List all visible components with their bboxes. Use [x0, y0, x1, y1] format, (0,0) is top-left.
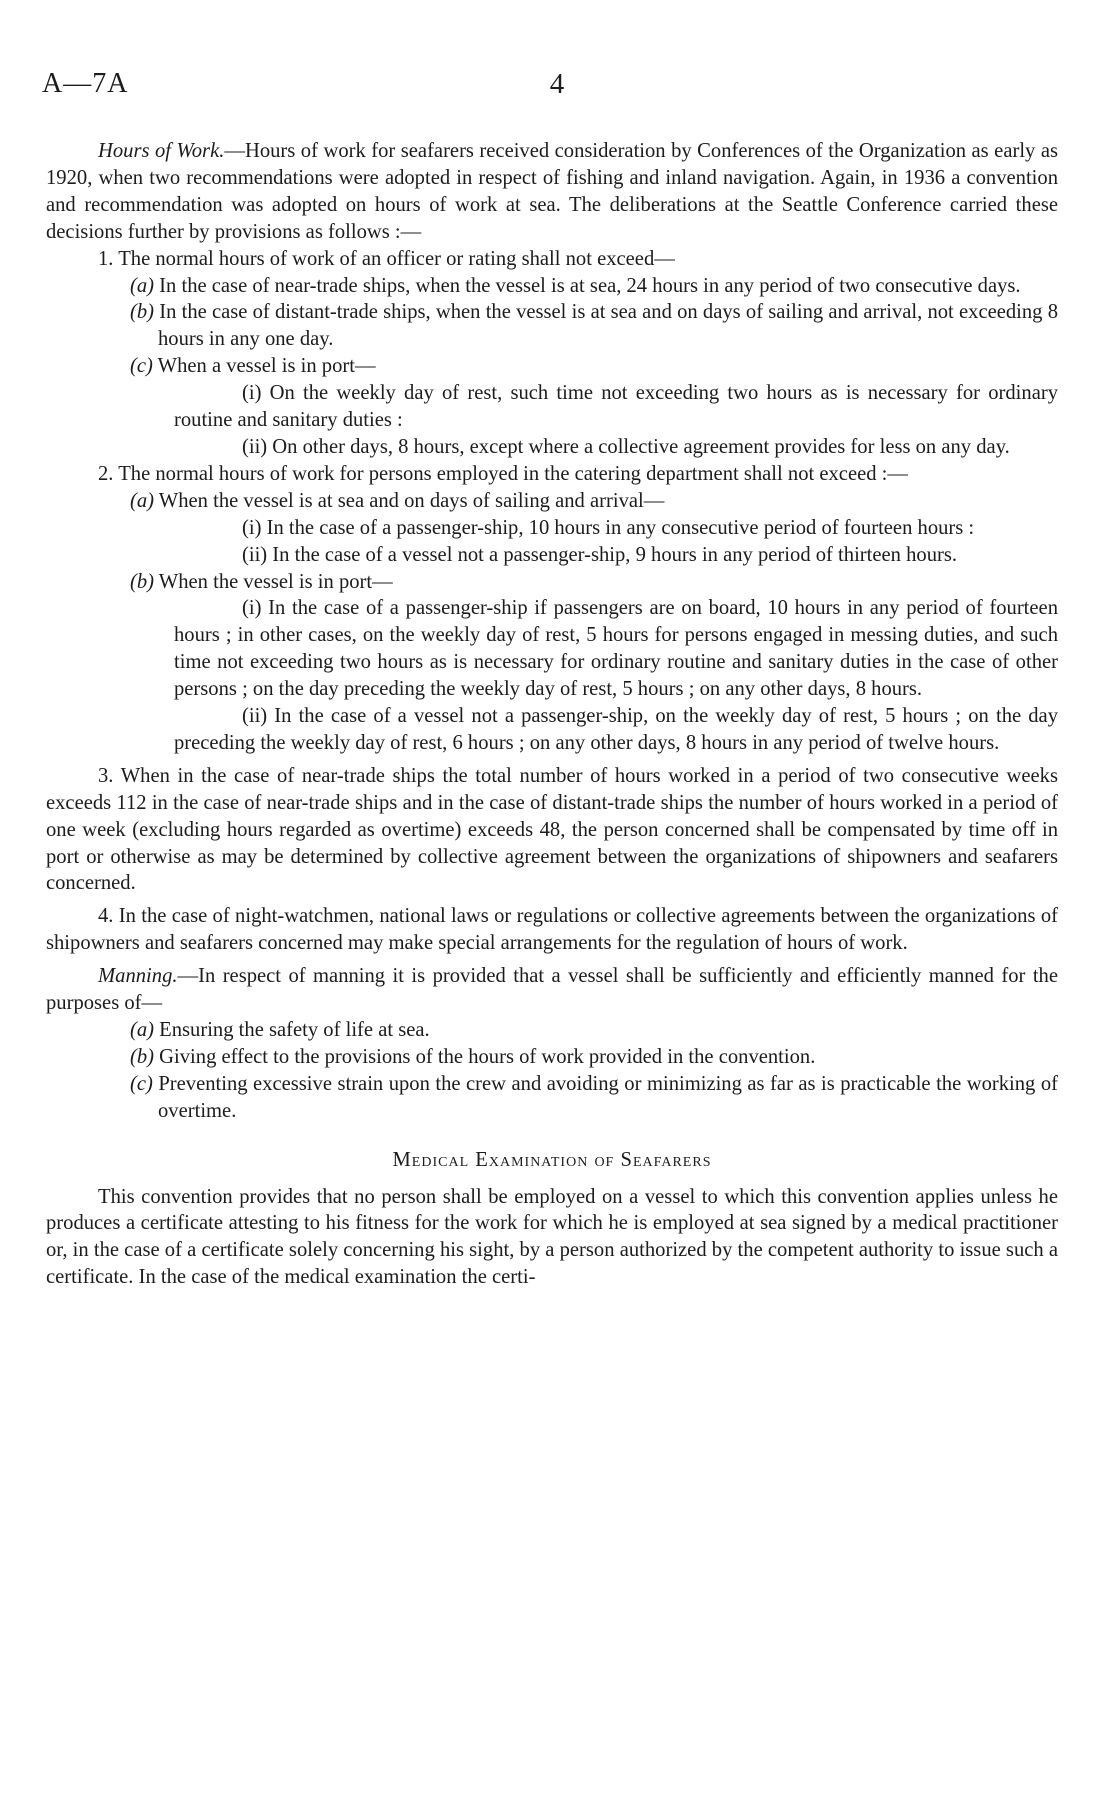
manning-item-c: (c) Preventing excessive strain upon the crew and avoiding or minimizing as far as is practicable the working of overtime.: [130, 1072, 1058, 1122]
manning-paragraph: Manning.—In respect of manning it is provided that a vessel shall be sufficiently and efficiently manned for the purposes of—: [46, 965, 1058, 1015]
hours-intro-text: —Hours of work for seafarers received consideration by Conferences of the Organization as early as 1920, when two recommendations were adopted in respect of fishing and inland navigation. Again, in 1936 a convention and recommendation was adopted on hours of work at sea. The deliberations at the Seattle Conference carried these decisions further by provisions as follows :—: [46, 140, 1058, 243]
hours-clause-1a: (a) In the case of near-trade ships, when the vessel is at sea, 24 hours in any period of two consecutive days.: [130, 274, 1021, 297]
page-header: [0, 68, 1114, 108]
hours-clause-1: 1. The normal hours of work of an officer or rating shall not exceed—: [98, 247, 675, 270]
hours-intro-paragraph: [46, 138, 1058, 246]
manning-item-b: (b) Giving effect to the provisions of the hours of work provided in the convention.: [130, 1045, 816, 1068]
hours-clause-2: 2. The normal hours of work for persons employed in the catering department shall not exceed :—: [98, 462, 908, 485]
page-number: 4: [549, 68, 565, 100]
hours-clause-1c-i: (i) On the weekly day of rest, such time not exceeding two hours as is necessary for ordinary routine and sanitary duties :: [174, 382, 1058, 432]
hours-clause-4: 4. In the case of night-watchmen, national laws or regulations or collective agreements between the organizations of shipowners and seafarers concerned may make special arrangements for the regulation of hours of work.: [46, 905, 1058, 955]
manning-item-a: (a) Ensuring the safety of life at sea.: [130, 1019, 430, 1041]
hours-clause-2a-i: (i) In the case of a passenger-ship, 10 hours in any consecutive period of fourteen hours :: [242, 516, 975, 539]
document-reference: A—7A: [42, 68, 129, 99]
document-body: [46, 138, 1058, 1291]
medical-paragraph: This convention provides that no person shall be employed on a vessel to which this convention applies unless he produces a certificate attesting to his fitness for the work for which he is employed at sea signed by a medical practitioner or, in the case of a certificate solely concerning his sight, by a person authorized by the competent authority to issue such a certificate. In the case of the medical examination the certi-: [46, 1185, 1058, 1289]
hours-clause-1c: (c) When a vessel is in port—: [130, 355, 376, 378]
hours-clause-3: 3. When in the case of near-trade ships the total number of hours worked in a period of two consecutive weeks exceeds 112 in the case of near-trade ships and in the case of distant-trade ships the number of hours worked in a period of one week (excluding hours regarded as overtime) exceeds 48, the person concerned shall be compensated by time off in port or otherwise as may be determined by collective agreement between the organizations of shipowners and seafarers concerned.: [46, 764, 1058, 895]
hours-clause-2b-i: (i) In the case of a passenger-ship if passengers are on board, 10 hours in any period of fourteen hours ; in other cases, on the weekly day of rest, 5 hours for persons engaged in messing duties, and such time not exceeding two hours as is necessary for ordinary routine and sanitary duties in the case of other persons ; on the day preceding the weekly day of rest, 5 hours ; on any other days, 8 hours.: [174, 597, 1058, 701]
hours-of-work-title: Hours of Work.: [98, 140, 225, 162]
hours-clause-2a-ii: (ii) In the case of a vessel not a passenger-ship, 9 hours in any period of thirteen hours.: [242, 543, 958, 566]
hours-clause-2b: (b) When the vessel is in port—: [130, 570, 393, 593]
hours-clause-1b: (b) In the case of distant-trade ships, when the vessel is at sea and on days of sailing and arrival, not exceeding 8 hours in any one day.: [130, 301, 1058, 351]
hours-clause-1c-ii: (ii) On other days, 8 hours, except where a collective agreement provides for less on any day.: [242, 435, 1010, 458]
manning-title: Manning.: [98, 965, 178, 988]
hours-clause-2b-ii: (ii) In the case of a vessel not a passenger-ship, on the weekly day of rest, 5 hours ; on the day preceding the weekly day of rest, 6 hours ; on any other days, 8 hours in any period of twelve hours.: [174, 705, 1058, 754]
hours-clause-2a: (a) When the vessel is at sea and on days of sailing and arrival—: [130, 489, 665, 512]
section-heading-medical: Medical Examination of Seafarers: [392, 1148, 712, 1171]
